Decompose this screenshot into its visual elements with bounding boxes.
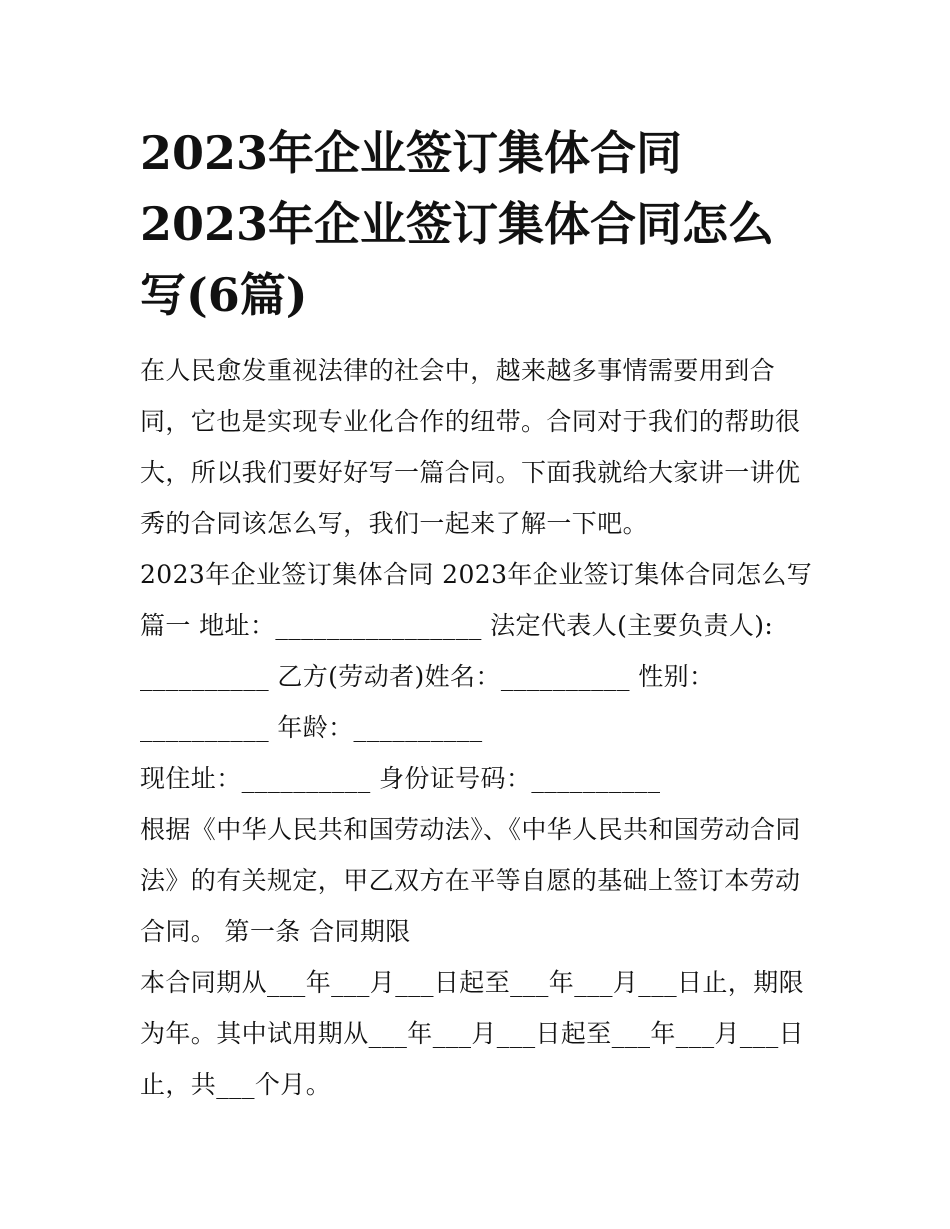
- contract-term-paragraph: 本合同期从___年___月___日起至___年___月___日止，期限为年。其中试用期从___年___月___日起至___年___月___日止，共___个月。: [140, 968, 805, 1099]
- document-page: [140, 118, 820, 1110]
- title-line: 2023年企业签订集体合同怎么: [140, 197, 775, 251]
- document-body: [140, 345, 820, 1110]
- title-line: 写(6篇): [140, 268, 308, 322]
- address-id-paragraph: 现住址：__________ 身份证号码：__________: [140, 764, 661, 793]
- title-line: 2023年企业签订集体合同: [140, 126, 683, 180]
- legal-basis-paragraph: 根据《中华人民共和国劳动法》、《中华人民共和国劳动合同法》的有关规定，甲乙双方在平等自愿的基础上签订本劳动合同。 第一条 合同期限: [140, 815, 801, 946]
- party-info-paragraph: 2023年企业签订集体合同 2023年企业签订集体合同怎么写篇一 地址：________________ 法定代表人(主要负责人): __________ 乙方(劳动者)姓名：__________ 性别：__________ 年龄：__________: [140, 560, 813, 742]
- intro-paragraph: 在人民愈发重视法律的社会中，越来越多事情需要用到合同，它也是实现专业化合作的纽带。合同对于我们的帮助很大，所以我们要好好写一篇合同。下面我就给大家讲一讲优秀的合同该怎么写，我们一起来了解一下吧。: [140, 356, 801, 538]
- document-title: [140, 118, 820, 331]
